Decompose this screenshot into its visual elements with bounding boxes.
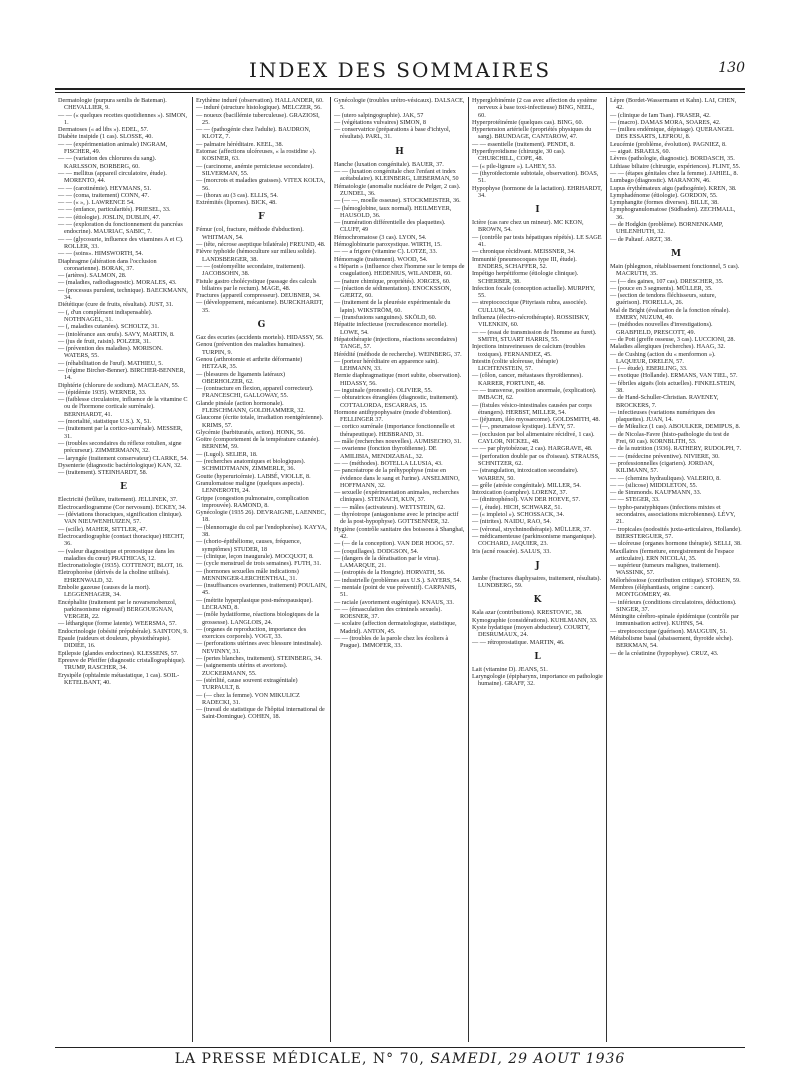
index-entry: Hanche (luxation congénitale). BAUER, 37.	[334, 160, 444, 168]
index-entry: Iris (acné rosacée). SALUS, 33.	[472, 547, 551, 555]
index-entry: — (— chez la femme). VON MIKULICZ RADECKI, 31.	[196, 691, 300, 706]
index-entry: — (perforation double par os d'oiseau). STRAUSS, SCHNITZER, 62.	[472, 452, 600, 467]
index-entry: — (dangers de la dératisation par le virus). LAMARQUE, 21.	[334, 554, 440, 570]
index-entry: Lèvres (pathologie, diagnostic). BORDASCH, 35.	[610, 155, 735, 163]
index-entry: — (cycle menstruel de trois semaines). FUTH, 31.	[196, 560, 322, 568]
index-entry: — fébriles aiguës (lois actuelles). FINKELSTEIN, 38.	[610, 379, 736, 394]
index-entry: — médicamenteuse (parkinsonisme manganique). COCHARD, JAQUIER, 23.	[472, 532, 597, 548]
index-entry: Hypertension artérielle (propriétés physiques du sang). BRUNDAGE, CANTAROW, 47.	[472, 126, 592, 141]
index-entry: — — (carotinémie). HEYMANS, 51.	[58, 184, 152, 192]
index-entry: Glycémie (barbituratés, action). HONK, 56.	[196, 428, 305, 436]
section-letter: L	[534, 651, 541, 662]
index-entry: Granulomatose maligne (quelques aspects). LENNEROTH, 24.	[196, 479, 304, 495]
section-letter: H	[395, 146, 404, 157]
index-entry: — induré (structure histologique). MELCZER, 56.	[196, 104, 322, 112]
index-entry: — — mellitus (appareil circulatoire, étude). MORENTO, 44.	[58, 169, 167, 185]
index-entry: — (morcrots et maladies graisses). VITEX KOLTA, 56.	[196, 177, 326, 192]
index-entry: — (pouce en 3 segments). MÜLLER, 35.	[610, 284, 713, 292]
index-entry: — (chorio-épithéliome, causes, fréquence, symptômes) STUDER, 18	[196, 538, 302, 553]
index-entry: — (— des gaines, 107 cas). DRESCHER, 35.	[610, 277, 724, 285]
index-entry: — — (expérimentation animale) INGRAM, FISCHER, 49.	[58, 140, 168, 156]
index-entry: Goutte (hyperuricémie). LABBÉ, VIOLLE, 8.	[196, 472, 311, 480]
index-entry: — — essentielle (traitement). PENDE, 8.	[472, 140, 575, 148]
index-entry: — — (variation des chlorures du sang). KARLSSON, BORBERG, 60.	[58, 155, 157, 170]
index-entry: — (côlon, cancer, métastases thyroïdiennes). KARRER, FORTUNE, 48.	[472, 372, 583, 387]
index-entry: — — rétroprostatique. MARTIN, 46.	[472, 638, 565, 646]
index-entry: — grêle (atrésie congénitale). MILLER, 54.	[472, 481, 581, 489]
index-entry: Mal de Bright (évaluation de la fonction rénale). EMERY, NUZUM, 49.	[610, 306, 730, 322]
index-entry: — sexuelle (expérimentation animales, recherches cliniques). STEINACH, KUN, 37.	[334, 489, 459, 504]
index-entry: Diététique (cure de fruits, résultats). JUST, 31.	[58, 301, 174, 309]
index-entry: — — (silicose) MIDDLETON, 55.	[610, 481, 698, 489]
index-entry: Lèpre (Bordet-Wassermann et Kahn). LAI, CHEN, 42.	[610, 97, 737, 112]
index-entry: — — mâles (activateurs). WETTSTEIN, 62.	[334, 503, 445, 511]
index-columns	[55, 97, 745, 1042]
index-column	[55, 97, 193, 1042]
index-entry: — ulcéreuse (organes hormone thérapie). SELLI, 38.	[610, 540, 742, 548]
index-entry: — palmaire héréditaire. KEEL, 38.	[196, 140, 284, 148]
page-footer	[55, 1047, 745, 1069]
index-entry: Epreuve de Pfeiffer (diagnostic cristallographique). TRUMP, RASCHER, 34.	[58, 656, 186, 672]
index-entry: Hernie diaphragmatique (mort subite, observation). HIDASSY, 56.	[334, 372, 462, 387]
index-entry: — laryngée (traitement conservateur) CLARKE, 54.	[58, 454, 189, 462]
index-entry: Maxillaires (fermeture, enregistrement de l'espace articulaire). ERN NICOLAI, 35.	[610, 547, 734, 562]
index-entry: Kyste hydatique (moyen abducteur). COURTY, DESRUMAUX, 24.	[472, 624, 590, 639]
index-entry: Hygiène (contrôle sanitaire des boissons à Shanghaï, 42.	[334, 525, 465, 540]
index-entry: — (scille). MAHER, SITTLER, 47.	[58, 525, 148, 533]
index-entry: — (macro). DAMAS MORA, SOARES, 42.	[610, 118, 721, 126]
index-entry: — exotique (Hollande). ERMANS, VAN TIEL, 57.	[610, 372, 738, 380]
index-entry: — thyréotrope (antagonisme avec le principe actif de la post-hypophyse). GOTTSENNER, 32.	[334, 511, 459, 526]
index-entry: — — (glycosurie, influence des vitamines A et C). ROLLER, 33.	[58, 235, 184, 250]
index-entry: — (— —, moelle osseuse). STOCKMEISTER, 36.	[334, 197, 461, 205]
index-entry: Maladies allergiques (recherches). HAAG, 32.	[610, 343, 726, 351]
index-entry: — (développement, mécanisme). BURCKHARDT, 35.	[196, 299, 324, 314]
index-entry: — — (méthodes). BOTELLA LLUSIA, 43.	[334, 459, 443, 467]
index-entry: Lumbago (diagnostic). MARANON, 46.	[610, 177, 711, 185]
index-entry: Intestin (colite ulcéreuse, thérapie) LICHTENSTEIN, 57.	[472, 357, 558, 373]
index-entry: Diaphragme (altération dans l'occlusion coronarienne). BORAK, 37.	[58, 257, 157, 272]
index-entry: — pancréatrope de la préhypophyse (mise en évidence dans le sang et l'urine). ANSELMINO, HOFFMANN, 32.	[334, 467, 460, 489]
index-entry: — (valeur diagnostique et pronostique dans les maladies du cœur) PRATHICAS, 12.	[58, 547, 175, 562]
index-entry: — cortico surrénale (importance fonctionnelle et thérapeutique). HEBBRAND, 31.	[334, 423, 455, 438]
index-entry: — de Nicolas-Favre (histo-pathologie du test de Frei, 60 cas). KORNBLITH, 53.	[610, 430, 730, 446]
index-entry: Jambe (fractures diaphysaires, traitement, résultats). LUNDBERG, 59.	[472, 574, 602, 590]
index-entry: — mâle (recherches nouvelles). AUMISECHO, 31.	[334, 438, 462, 446]
index-entry: — streptococcique (guérison). MAUGUIN, 51.	[610, 627, 728, 635]
index-entry: Hérédité (méthode de recherche). WEINBERG, 37.	[334, 350, 462, 358]
index-entry: Grippe (congestion pulmonaire, complication improuvée). RAMOND, 8.	[196, 494, 309, 509]
index-entry: — — STEGER, 33.	[610, 496, 660, 504]
index-entry: — — (étapes génitales chez la femme). JAHIEL, 8.	[610, 169, 738, 177]
index-entry: — scolaire (affection dermatologique, statistique, Madrid). ANTON, 45.	[334, 620, 457, 635]
index-entry: Genou (arthrotomie et arthrite déformante) HETZAR, 35.	[196, 355, 303, 371]
index-entry: — (jéjunum, iléo myosarcome). GOLDSMITH, 48.	[472, 416, 601, 424]
index-entry: — ovarienne (fonction thyroïdienne). DE AMILIBIA, MENDIZABAL, 32.	[334, 445, 437, 460]
index-entry: — de Simmonds. KAUFMANN, 33.	[610, 489, 702, 497]
section-letter: I	[535, 205, 540, 216]
index-entry: Gaz des ecuries (accidents mortels). HIDASSY, 56.	[196, 334, 324, 342]
index-entry: Fistule gastro cholécystique (passage des calculs biliaires par le rectum). MAGE, 48.	[196, 277, 317, 292]
index-entry: — léthargique (forme latente). WEERSMA, 57.	[58, 620, 177, 628]
index-entry: — (, d'un complément indispensable). NOTHNAGEL, 31.	[58, 308, 153, 323]
index-entry: — (métrite hyperplasique post-ménopausique). LECRAND, 8.	[196, 596, 313, 611]
index-entry: — (contracture en flexion, appareil correcteur). FRANCESCHI, GALLOWAY, 55.	[196, 385, 314, 400]
index-entry: Erysipèle (ophtalmie métastatique, 1 cas). SOIL-KETELBANT, 40.	[58, 671, 180, 686]
index-entry: — (travail de statistique de l'hôpital international de Saint-Domingue). COHEN, 18.	[196, 706, 325, 721]
index-entry: Dermatoses (« ad libs »). EDEL, 57.	[58, 126, 149, 134]
index-entry: Diphtérie (chlorure de sodium). MACLEAN, 55.	[58, 381, 180, 389]
footer-rule	[55, 1047, 745, 1048]
index-entry: — tropicales (nodosités juxta-articulaires, Hollande). BIERSTERGUER, 57.	[610, 525, 742, 540]
index-entry: Lymphadénome (étiologie). GORDON, 55.	[610, 191, 718, 199]
index-column	[469, 97, 607, 1042]
index-entry: — — (pathogénie chez l'adulte). BAUDRON, KLOTZ, 7.	[196, 126, 311, 141]
index-entry: — (carcinome, anémie pernicieuse secondaire). SILVERMAN, 55.	[196, 162, 314, 177]
index-entry: — (méthodes nouvelles d'investigations). GRABFIELD, PRESCOTT, 49.	[610, 321, 713, 336]
index-entry: — (mortalité, statistique U.S.). X, 51.	[58, 418, 152, 426]
index-entry: — (— étude). EBERLING, 33.	[610, 365, 688, 373]
index-entry: — (— de la conception). VAN DER HOOG, 57.	[334, 540, 454, 548]
index-entry: — (porteur héréditaire en apparence sain). LEHMANN, 33.	[334, 357, 439, 373]
index-entry: — (réhabilitation de l'œuf). MATHIEU, 5.	[58, 359, 163, 367]
index-entry: Hépatothérapie (injections, réactions secondaires) TANGE, 57.	[334, 335, 458, 351]
index-entry: — (perforations utérines avec blessure intestinale). NEVINNY, 31.	[196, 640, 323, 655]
index-entry: Fièvre typhoïde (hémoculture sur milieu solide). LANDSBERGER, 38.	[196, 248, 316, 263]
index-entry: Hépatite infectieuse (recrudescence mortelle). LOWE, 54.	[334, 321, 448, 336]
index-entry: — — (luxation congénitale chez l'enfant et index acétabulaire). KLEINBERG, LIEBERMAN, 50	[334, 168, 459, 183]
index-entry: — de la nutrition (1936). RATHERY, RUDOLPH, 7.	[610, 445, 742, 453]
index-entry: — (milieu endémique, dépistage). QUERANGEL DES ESSARTS, LEFROU, 8.	[610, 126, 734, 141]
index-entry: — — (« », ). LAWRENCE 54.	[58, 199, 135, 207]
index-entry: — (traitement de la pleurésie expérimentale du lapin). WIKSTRÖM, 60.	[334, 299, 451, 314]
index-column	[193, 97, 331, 1042]
index-entry: — (traitement). STEINHARDT, 58.	[58, 469, 148, 477]
index-entry: Hyperthyroïdisme (chirurgie, 30 cas). CHURCHILL, COPE, 48.	[472, 148, 566, 163]
index-entry: Membres (éléphantiasis, origine : cancer). MONTGOMERY, 49.	[610, 584, 715, 599]
footer-text	[55, 1051, 745, 1067]
index-entry: Métabolisme basal (abaissement, thyroïde sèche). BERKMAN, 54.	[610, 635, 734, 650]
index-entry: — de Hodgkin (problème). BORNENKAMP, UHLENHUTH, 32.	[610, 221, 724, 236]
index-entry: — (nitrites). NAIDU, RAO, 54.	[472, 518, 552, 526]
index-entry: Diabète insipide (1 cas). SLOSSE, 40.	[58, 133, 153, 141]
index-entry: Méningite cérébro-spinale épidémique (contrôle par immunisation active). KUHNS, 54.	[610, 613, 739, 628]
index-entry: Mélorhéostose (contribution critique). STOREN, 59.	[610, 576, 741, 584]
index-entry: — infectieuses (variations numériques des plaquettes). JUAN, 14.	[610, 408, 716, 424]
index-entry: Lymphogranulomatose (Südbaden). ZECHMALL, 36.	[610, 206, 736, 221]
index-entry: — chronique rècidivant. MEISSNER, 34.	[472, 248, 576, 256]
index-entry: — (traitement par la cortico-surrénale). MESSER, 31.	[58, 425, 183, 440]
index-entry: Impétigo herpétiforme (étiologie clinique). SCHERBER, 38.	[472, 270, 579, 285]
index-entry: — (stérilité, cause souvent extragénitale) TURPAULT, 8.	[196, 676, 298, 692]
index-entry: Infection focale (conception actuelle). MURPHY, 55.	[472, 284, 595, 300]
index-entry: Fémur (col, fracture, méthode d'abduction). WHITMAN, 54.	[196, 226, 304, 241]
index-entry: — supérieur (tumeurs malignes, traitement). WASSINK, 57.	[610, 562, 720, 577]
index-entry: — — (essai de transmission de l'homme au furet). SMITH, STUART HARRIS, 55.	[472, 328, 597, 343]
index-entry: — (section de tendons fléchisseurs, suture, guérison). FIORELLA, 26.	[610, 292, 717, 307]
index-entry: Encéphalite (traitement par le novarsenobenzol, parkinsonisme régressif) BERGOUIGNAN, VERGER, 22.	[58, 598, 177, 621]
index-entry: — (—, pneumatose kystique). LÉVY, 57.	[472, 423, 575, 431]
section-letter: K	[533, 595, 542, 606]
index-entry: — — transverse, position anormale, (explication). IMBACH, 62.	[472, 386, 597, 402]
index-entry: Kala azar (contributions). KRESTOVIC, 38.	[472, 609, 583, 617]
index-entry: — (recherches anatomiques et biologiques). SCHMIDTMANN, ZIMMERLE, 36.	[196, 458, 306, 473]
index-entry: — conservatrice (préparations à base d'ichtyol, résultats). PARL, 31.	[334, 126, 451, 141]
index-entry: — (strangulation, intoxication secondaire). WARREN, 50.	[472, 467, 579, 482]
index-entry: — (prévention des maladies). MORISON. WATERS, 55.	[58, 345, 163, 360]
index-entry: — (estropiés de la Hongrie). HORVATH, 56.	[334, 569, 446, 577]
index-entry: Fractures (appareil compresseur). DEUBNER, 34.	[196, 292, 321, 300]
index-entry: — (nature chimique, propriétés). JORGES, 60.	[334, 277, 451, 285]
index-entry: — professionnelles (cigariers). JORDAN, KILIMANN, 57.	[610, 459, 714, 475]
index-entry: Hormone antihypophysaire (mode d'obtention). FELLINGER 37.	[334, 408, 452, 424]
index-entry: — (artères). SALMON, 28.	[58, 272, 127, 280]
index-entry: — (hémoglobine, taux normal). HEILMEYER, HAUSOLD, 36.	[334, 204, 452, 219]
index-entry: Eletrophorèse (dérivés de la choline utilisés). EHRENWALD, 32.	[58, 569, 170, 584]
index-entry: — noueux (bacillémie tuberculeuse). GRAZIOSI, 25.	[196, 111, 320, 126]
index-entry: — (hormones sexuelles mâle indications) MENNINGER-LERCHENTHAL, 31.	[196, 567, 299, 582]
index-entry: — raciale (avortement eugénique). KNAUS, 33.	[334, 598, 454, 606]
index-entry: Gynécologie (troubles urétro-vésicaux). DALSACE, 5.	[334, 97, 465, 112]
index-entry: — (tête, nécrose aseptique bilatérale) FREUND, 48.	[196, 241, 326, 249]
index-entry: — (épidémie 1935). WERNER, 33.	[58, 388, 147, 396]
index-entry: Electricité (brûlure, traitement). JELLINEK, 37.	[58, 496, 178, 504]
index-entry: Lupus érythémateux aigu (pathogénie). KREN, 38.	[610, 184, 737, 192]
index-entry: — de la créatinine (hypophyse). CRUZ, 43.	[610, 649, 719, 657]
index-entry: — — (chemins hydrauliques). VALERIO, 8.	[610, 474, 721, 482]
section-letter: G	[257, 320, 266, 331]
index-entry: — — (troubles de la parole chez les écoliers à Prague). IMMOFER, 33.	[334, 635, 449, 650]
index-entry: — (coquillages). DODGSON, 54.	[334, 547, 419, 555]
index-entry: Glande pinéale (action hormonale). FLEISCHMANN, GOLDHAMMER, 32.	[196, 399, 305, 414]
index-entry: — (, maladies cutanées). SCHOLTZ, 31.	[58, 323, 159, 331]
index-entry: Estomac (affections ulcéreuses, « la rostidine »). KOSINER, 63.	[196, 148, 317, 163]
index-entry: Hyperprotéinémie (quelques cas). BING, 60.	[472, 118, 584, 126]
index-entry: — (transfusions sanguines). SKÖLD, 60.	[334, 314, 437, 322]
index-entry: — (Lugol). SELIER, 18.	[196, 450, 258, 458]
index-entry: — — (soins». HIMSWORTH, 54.	[58, 250, 144, 258]
index-entry: — (végétations vulvaires) SIMON, 8	[334, 118, 426, 126]
index-entry: Lymphangite (formes diverses). BILLE, 38.	[610, 199, 719, 207]
index-entry: Kymographie (considérations). KUHLMANN, 33.	[472, 616, 598, 624]
index-entry: — (blessures de ligaments latéraux) OBERHOLZER, 62.	[196, 370, 286, 385]
index-entry: Hémochromatose (3 cas). LYON, 54.	[334, 233, 427, 241]
index-entry: — (blennorragie du col par l'endophorèse). KAYYA, 38.	[196, 523, 327, 539]
index-entry: — — (exploration du fonctionnement du pancréas endocrine). MAURIAC, SABIC, 7.	[58, 221, 183, 236]
index-entry: Epaule (raideurs et douleurs, physiothérapie). DIDIÉE, 16.	[58, 635, 171, 650]
index-entry: — — par phytobézoar, 2 cas). HARGRAVE, 48.	[472, 445, 593, 453]
index-entry: — de Cushing (action du « menformon »). LAQUEUR, DRELEN, 57.	[610, 350, 716, 365]
index-entry: Electrocardiographie (contact thoracique) HECHT, 36.	[58, 532, 185, 548]
index-entry: — — (« quelques recettes quotidiennes »). SIMON, 1.	[58, 111, 188, 126]
index-entry: Electrocardiogramme (Cor nervosum). ECKEY, 34.	[58, 503, 187, 511]
index-column	[607, 97, 745, 1042]
index-entry: Hémoglobinurie paroxystique. WIRTH, 15.	[334, 241, 442, 249]
index-entry: Hémorragie (traitement). WOOD, 54.	[334, 255, 428, 263]
index-entry: — (fistules vésico-intestinales causées par corps étrangers). HERBST, MILLER, 54.	[472, 401, 592, 416]
index-entry: — de Pott (greffe osseuse, 3 cas). LUCCIONI, 28.	[610, 335, 735, 343]
journal-name: LA PRESSE MÉDICALE, N° 70,	[174, 1051, 425, 1067]
index-entry: Lithiase biliaire (chirurgie, expériences). FLINT, 55.	[610, 162, 741, 170]
index-entry: Electronatiologie (1935). COTTENOT, BLOT, 16.	[58, 562, 184, 570]
index-entry: — (« impletol »). SCHOSSACK, 34.	[472, 511, 565, 519]
index-entry: — inférieurs (conditions circulatoires, déductions). SINGER, 37.	[610, 598, 737, 613]
index-entry: — mentale (point de vue préventif). CARPANIS, 51.	[334, 584, 457, 599]
index-entry: — (maladies, radiodiagnostic). MORALES, 43.	[58, 279, 177, 287]
issue-date: SAMEDI, 29 AOUT 1936	[430, 1051, 626, 1067]
index-entry: — — (émasculation des criminels sexuels). ROESNER, 37.	[334, 605, 442, 621]
index-entry: — de Paltauf. ARZT, 38.	[610, 235, 672, 243]
index-entry: — (clinique de Iam Tsan). FRASER, 42.	[610, 111, 711, 119]
index-entry: — — (coma, traitement) CONN, 47.	[58, 191, 150, 199]
index-entry: Hypophyse (hormone de la lactation). EHRHARDT, 34.	[472, 184, 602, 199]
index-entry: Endocrinologie (obésité prépubérale). SAINTON, 9.	[58, 627, 188, 635]
index-entry: Injections intraveineuses de calcium (troubles toxiques). FERNANDEZ, 45.	[472, 343, 586, 358]
index-entry: — obturatrices étranglées (diagnostic, traitement). COTTALORDA, ESCARRAS, 15.	[334, 394, 459, 409]
section-letter: E	[120, 482, 127, 493]
index-entry: Ictère (cas rare chez un mineur). MC KEON, BROWN, 54.	[472, 219, 584, 234]
page-header	[55, 58, 745, 86]
index-entry: « Héparin » (influence chez l'homme sur le temps de coagulation). HEDENIUS, WILANDER, 60.	[334, 262, 465, 278]
index-entry: — (intolérance aux œufs). SAVY, MARTIN, 8.	[58, 330, 175, 338]
index-entry: — (pertes blanches, traitement). STEINBERG, 34.	[196, 655, 322, 663]
index-entry: — de Mikulicz (1 cas). ABOULKER, DEMIPUS, 8.	[610, 423, 741, 431]
index-entry: Leucémie (problème, évolution). PAGNIEZ, 8.	[610, 140, 727, 148]
index-entry: — (thyroïdectomie subtotale, observation). BOAS, 51.	[472, 169, 599, 185]
index-entry: — — (étiologie). JOSLIN, DUBLIN, 47.	[58, 213, 161, 221]
index-entry: Dysenterie (diagnostic bactériologique) KAN, 32.	[58, 461, 182, 469]
index-entry: Glaucome (écrite totale, irradiation roentgénienne). KRIMS, 57.	[196, 414, 324, 429]
page-title: INDEX DES SOMMAIRES	[248, 58, 552, 82]
index-entry: Hyperglobinémie (2 cas avec affection du système nerveux à base toxi-infectieuse) BING, NEEL, 60.	[472, 97, 597, 119]
index-entry: Extrémités (lipomes). BICK, 48.	[196, 199, 277, 207]
index-entry: — (troubles secondaires du réflexe rotulien, signe précurseur). ZIMMERMANN, 32.	[58, 439, 182, 455]
index-entry: — (véronal, strychninothérapie). MÜLLER, 37.	[472, 525, 591, 533]
index-entry: — (, étude). HICH, SCHWARZ, 51.	[472, 503, 563, 511]
index-entry: — (processus purulent, technique). BAECKMANN, 34.	[58, 286, 188, 302]
index-entry: Erythème induré (observation). HALLANDER, 60.	[196, 97, 324, 104]
index-entry: — (« pile-lignure »). LAHEY, 53.	[472, 162, 557, 170]
section-letter: M	[671, 248, 681, 259]
index-entry: Influenza (électro-nécrothérapie). ROSSIISKY, VILENKIN, 60.	[472, 314, 590, 329]
index-entry: — (dinitrophénol). VAN DER HOEVE, 57.	[472, 496, 581, 504]
index-entry: — streptococcique (Pityriasis rubra, associée). CULLUM, 54.	[472, 299, 588, 314]
index-entry: — (utero salpingographie). JAK, 57	[334, 111, 424, 119]
index-entry: — inguinale (pronostic). OLIVIER, 55.	[334, 386, 433, 394]
index-entry: — typho-paratyphiques (infections mixtes et secondaires, associations microbiennes). LÉVY, 21.	[610, 503, 736, 526]
index-entry: — (réaction de sédimentation). ENOCKSSON, GJERTZ, 60.	[334, 284, 452, 300]
page-number: 130	[718, 60, 745, 76]
index-entry: — (jus de fruit, raisin). POLZER, 31.	[58, 337, 151, 345]
index-entry: — (môle hydatiforme, réactions biologiques de la grossesse). LANGLOIS, 24.	[196, 611, 320, 626]
index-entry: — (faiblesse circulatoire, influence de la vitamine C ou de l'hormone corticale surrénale). BERNHARDT, 41.	[58, 396, 188, 418]
index-entry: — (numération différentielle des plaquettes). CLUFF, 49	[334, 219, 446, 234]
index-entry: Gynécologie (1935 26). DEVRAIGNE, LAENNEC, 18.	[196, 509, 327, 524]
index-entry: — aiguë. ISRAELS, 60.	[610, 148, 671, 156]
index-entry: Main (phlegmon, rétablissement fonctionnel, 5 cas). MACRUTH, 35.	[610, 262, 740, 278]
index-entry: — (contrôle par tests hépatiques répétés). LE SAGE 41.	[472, 233, 602, 249]
index-entry: — industrielle (problèmes aux U.S.). SAYERS, 54.	[334, 576, 462, 584]
index-entry: — (thorax au (3 cas). ELLIS, 54.	[196, 191, 278, 199]
index-entry: Laryngologie (épipharynx, importance en pathologie humaine). GRAFF, 32.	[472, 673, 603, 688]
section-letter: F	[258, 212, 265, 223]
section-letter: J	[535, 560, 540, 571]
index-entry: Genou (prévention des maladies humaines). TURPIN, 9.	[196, 341, 305, 356]
header-rule-thin	[55, 92, 745, 93]
index-entry: Lait (vitamine D). JEANS, 51.	[472, 665, 548, 673]
index-entry: Epilepsie (glandes endocrines). KLESSENS, 57.	[58, 649, 179, 657]
index-entry: — — (enfance, particularités). PRIESEL, 33.	[58, 206, 171, 214]
index-entry: — — (médecine préventive). NIVIERE, 30.	[610, 452, 720, 460]
index-entry: — (régime Bircher-Benner). BIRCHER-BENNER, 14.	[58, 366, 186, 382]
index-entry: Dermatologie (purpura senilis de Bateman). CHEVALLIER, 9.	[58, 97, 167, 112]
index-entry: Immunité (pneumocoques type III, étude). ENDERS, SCHAFFER, 52.	[472, 255, 577, 270]
index-column	[331, 97, 469, 1042]
index-entry: — (saignements utérins et avortons). ZUCKERMANN, 55.	[196, 662, 288, 677]
index-entry: — (organes de reproduction, importance des exercices corporels). VOGT, 33.	[196, 625, 307, 641]
header-rule	[55, 88, 745, 90]
index-entry: — de Hand-Schuller-Christian. RAVENEY, BROCKERS, 7.	[610, 394, 719, 409]
index-entry: — (insuffisances ovariennes, traitement) POULAIN, 45.	[196, 582, 327, 597]
index-entry: Goitre (comportement de la température cutanée). BERNEM, 59.	[196, 436, 320, 451]
index-entry: Intoxication (camphre). LORENZ, 37.	[472, 489, 568, 497]
index-entry: — (occlusion par bol alimentaire récidivé, 1 cas). CAYLOR, NICKEL, 48.	[472, 430, 595, 446]
index-entry: — — a frigore (vitamine C). LOTZE, 33.	[334, 248, 438, 256]
index-entry: Embolie gazeuse (causes de la mort). LEGGENHAGER, 34.	[58, 584, 151, 599]
index-entry: — — (ostéomyélite secondaire, traitement). JACOBSOHN, 38.	[196, 262, 305, 278]
index-entry: — (déviations thoraciques, signification clinique). VAN NIEUWENHUIZEN, 57.	[58, 511, 183, 526]
index-entry: Hématologie (anomalie nucléaire de Pelger, 2 cas). ZUNDEL, 36.	[334, 182, 461, 197]
index-entry: — (clinique, leçon inaugurale). MOCQUOT, 8.	[196, 552, 314, 560]
